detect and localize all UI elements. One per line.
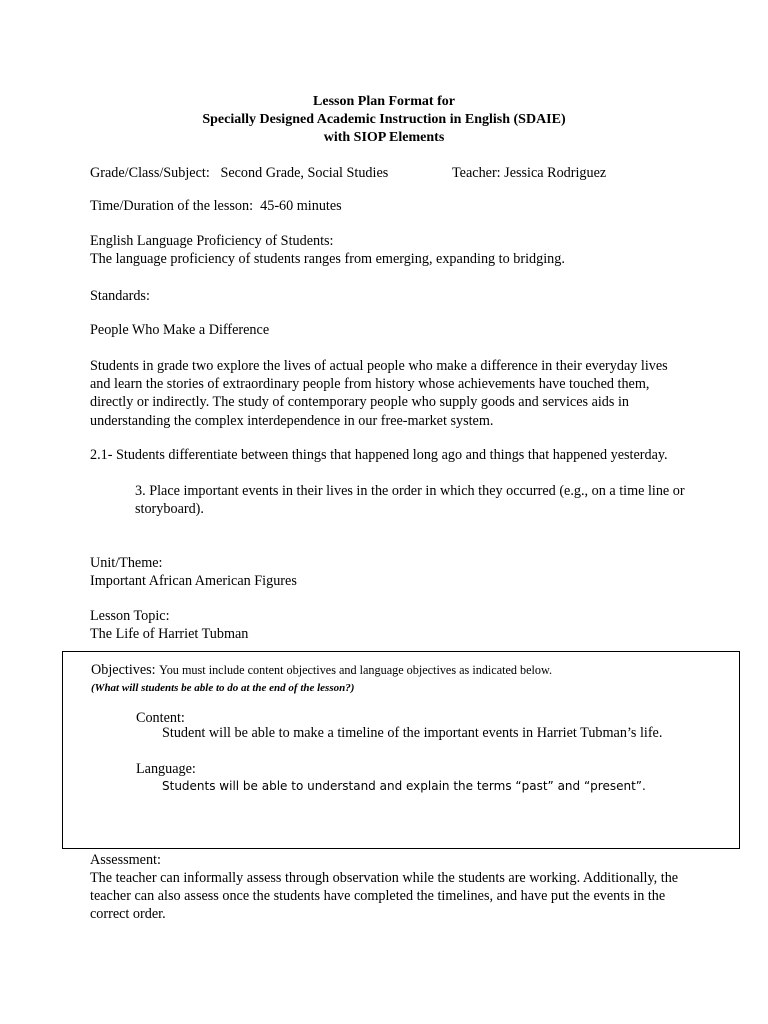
title-line-1: Lesson Plan Format for <box>313 94 455 109</box>
assessment-text: The teacher can informally assess through observation while the students are working. Additionally, the teacher can also assess once the students have completed the timelines, and have put the events in the correct order. <box>90 870 679 923</box>
teacher-value: Jessica Rodriguez <box>504 165 607 181</box>
teacher-label: Teacher: <box>452 165 501 181</box>
grade-value: Second Grade, Social Studies <box>220 165 389 181</box>
standard-2-1: 2.1- Students differentiate between things that happened long ago and things that happened yesterday. <box>90 447 668 463</box>
standards-paragraph: Students in grade two explore the lives of actual people who make a difference in their everyday lives and learn the stories of extraordinary people from history whose achievements have touched them, directly or indirectly. The study of contemporary people who supply goods and services aids in understanding the complex interdependence in our free-market system. <box>90 358 668 429</box>
topic-heading: Lesson Topic: <box>90 608 170 624</box>
objectives-note: You must include content objectives and language objectives as indicated below. <box>159 663 553 677</box>
unit-value: Important African American Figures <box>90 573 297 589</box>
topic-value: The Life of Harriet Tubman <box>90 626 249 642</box>
grade-class-subject <box>90 164 388 182</box>
objectives-box <box>62 651 740 849</box>
content-text: Student will be able to make a timeline of the important events in Harriet Tubman’s life. <box>162 725 663 741</box>
grade-label: Grade/Class/Subject: <box>90 165 210 181</box>
time-label: Time/Duration of the lesson: <box>90 198 254 214</box>
objectives-subnote: (What will students be able to do at the end of the lesson?) <box>91 682 355 694</box>
content-label: Content: <box>136 710 185 726</box>
time-duration <box>90 197 342 215</box>
title-line-2: Specially Designed Academic Instruction in English (SDAIE) <box>202 112 566 127</box>
standards-heading: Standards: <box>90 288 150 304</box>
standard-2-1-3: 3. Place important events in their lives in the order in which they occurred (e.g., on a time line or storyboard). <box>135 483 685 518</box>
objectives-label: Objectives: <box>91 662 156 678</box>
objectives-header <box>91 661 552 680</box>
proficiency-heading: English Language Proficiency of Students: <box>90 233 334 249</box>
assessment-heading: Assessment: <box>90 852 161 868</box>
proficiency-text: The language proficiency of students ranges from emerging, expanding to bridging. <box>90 251 565 267</box>
title-line-3: with SIOP Elements <box>323 130 445 145</box>
time-value: 45-60 minutes <box>260 198 342 214</box>
unit-heading: Unit/Theme: <box>90 555 163 571</box>
standards-subheading: People Who Make a Difference <box>90 322 270 338</box>
language-label: Language: <box>136 761 196 777</box>
teacher <box>452 164 606 182</box>
language-text: Students will be able to understand and explain the terms “past” and “present”. <box>162 779 646 793</box>
